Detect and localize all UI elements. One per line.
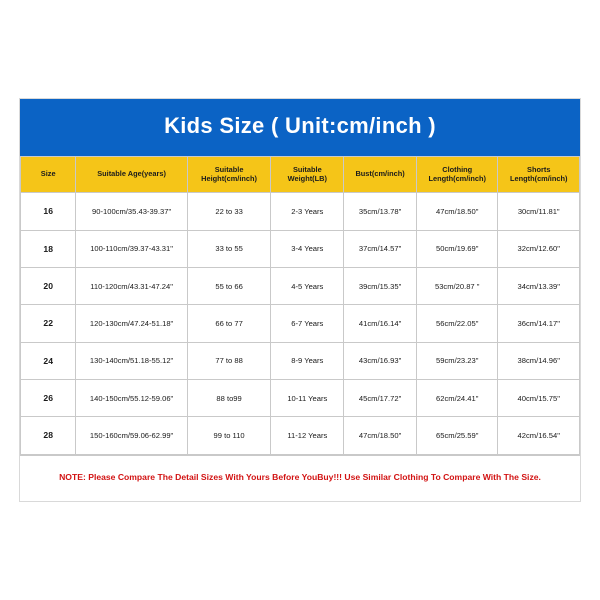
- cell-shorts-length: 38cm/14.96": [498, 342, 580, 379]
- column-header-shorts-length: Shorts Length(cm/inch): [498, 156, 580, 193]
- column-header-bust: Bust(cm/inch): [344, 156, 417, 193]
- cell-bust: 39cm/15.35": [344, 268, 417, 305]
- column-header-suitable-age: Suitable Age(years): [76, 156, 187, 193]
- cell-shorts-length: 40cm/15.75": [498, 379, 580, 416]
- cell-suitable-height: 66 to 77: [187, 305, 271, 342]
- cell-suitable-age: 120-130cm/47.24-51.18": [76, 305, 187, 342]
- table-row: [21, 305, 580, 342]
- cell-size: 16: [21, 193, 76, 230]
- cell-bust: 45cm/17.72": [344, 379, 417, 416]
- cell-clothing-length: 53cm/20.87 ": [416, 268, 497, 305]
- cell-suitable-age: 110-120cm/43.31-47.24": [76, 268, 187, 305]
- cell-clothing-length: 56cm/22.05": [416, 305, 497, 342]
- cell-size: 18: [21, 230, 76, 267]
- cell-suitable-age: 140-150cm/55.12-59.06": [76, 379, 187, 416]
- cell-suitable-height: 77 to 88: [187, 342, 271, 379]
- cell-suitable-age: 130-140cm/51.18-55.12": [76, 342, 187, 379]
- cell-bust: 43cm/16.93": [344, 342, 417, 379]
- size-chart-card: [19, 98, 581, 502]
- cell-suitable-age: 150-160cm/59.06-62.99": [76, 417, 187, 454]
- cell-suitable-height: 99 to 110: [187, 417, 271, 454]
- cell-bust: 35cm/13.78": [344, 193, 417, 230]
- column-header-suitable-height: Suitable Height(cm/inch): [187, 156, 271, 193]
- cell-suitable-height: 88 to99: [187, 379, 271, 416]
- cell-suitable-height: 22 to 33: [187, 193, 271, 230]
- cell-suitable-weight: 8-9 Years: [271, 342, 344, 379]
- table-body: [21, 193, 580, 454]
- size-note: NOTE: Please Compare The Detail Sizes With Yours Before YouBuy!!! Use Similar Clothing To Compare With The Size.: [20, 455, 580, 501]
- page-title: Kids Size ( Unit:cm/inch ): [164, 113, 436, 139]
- cell-size: 20: [21, 268, 76, 305]
- cell-shorts-length: 32cm/12.60": [498, 230, 580, 267]
- table-row: [21, 379, 580, 416]
- cell-bust: 41cm/16.14": [344, 305, 417, 342]
- cell-clothing-length: 62cm/24.41": [416, 379, 497, 416]
- cell-suitable-weight: 4-5 Years: [271, 268, 344, 305]
- cell-clothing-length: 65cm/25.59": [416, 417, 497, 454]
- cell-suitable-weight: 11-12 Years: [271, 417, 344, 454]
- column-header-clothing-length: Clothing Length(cm/inch): [416, 156, 497, 193]
- cell-clothing-length: 47cm/18.50": [416, 193, 497, 230]
- cell-suitable-height: 33 to 55: [187, 230, 271, 267]
- cell-suitable-weight: 2-3 Years: [271, 193, 344, 230]
- table-header-row: [21, 156, 580, 193]
- cell-suitable-height: 55 to 66: [187, 268, 271, 305]
- size-table: [20, 156, 580, 455]
- cell-size: 24: [21, 342, 76, 379]
- size-chart-header: [20, 99, 580, 155]
- cell-clothing-length: 59cm/23.23": [416, 342, 497, 379]
- cell-suitable-weight: 10-11 Years: [271, 379, 344, 416]
- cell-shorts-length: 42cm/16.54": [498, 417, 580, 454]
- cell-suitable-weight: 6-7 Years: [271, 305, 344, 342]
- table-row: [21, 417, 580, 454]
- column-header-suitable-weight: Suitable Weight(LB): [271, 156, 344, 193]
- cell-suitable-age: 100-110cm/39.37-43.31": [76, 230, 187, 267]
- cell-size: 22: [21, 305, 76, 342]
- cell-size: 26: [21, 379, 76, 416]
- table-row: [21, 193, 580, 230]
- table-header: [21, 156, 580, 193]
- table-row: [21, 230, 580, 267]
- cell-bust: 37cm/14.57": [344, 230, 417, 267]
- cell-shorts-length: 34cm/13.39": [498, 268, 580, 305]
- column-header-size: Size: [21, 156, 76, 193]
- table-row: [21, 342, 580, 379]
- cell-shorts-length: 36cm/14.17": [498, 305, 580, 342]
- cell-shorts-length: 30cm/11.81": [498, 193, 580, 230]
- cell-suitable-age: 90-100cm/35.43-39.37": [76, 193, 187, 230]
- cell-suitable-weight: 3-4 Years: [271, 230, 344, 267]
- cell-bust: 47cm/18.50": [344, 417, 417, 454]
- table-row: [21, 268, 580, 305]
- cell-size: 28: [21, 417, 76, 454]
- cell-clothing-length: 50cm/19.69": [416, 230, 497, 267]
